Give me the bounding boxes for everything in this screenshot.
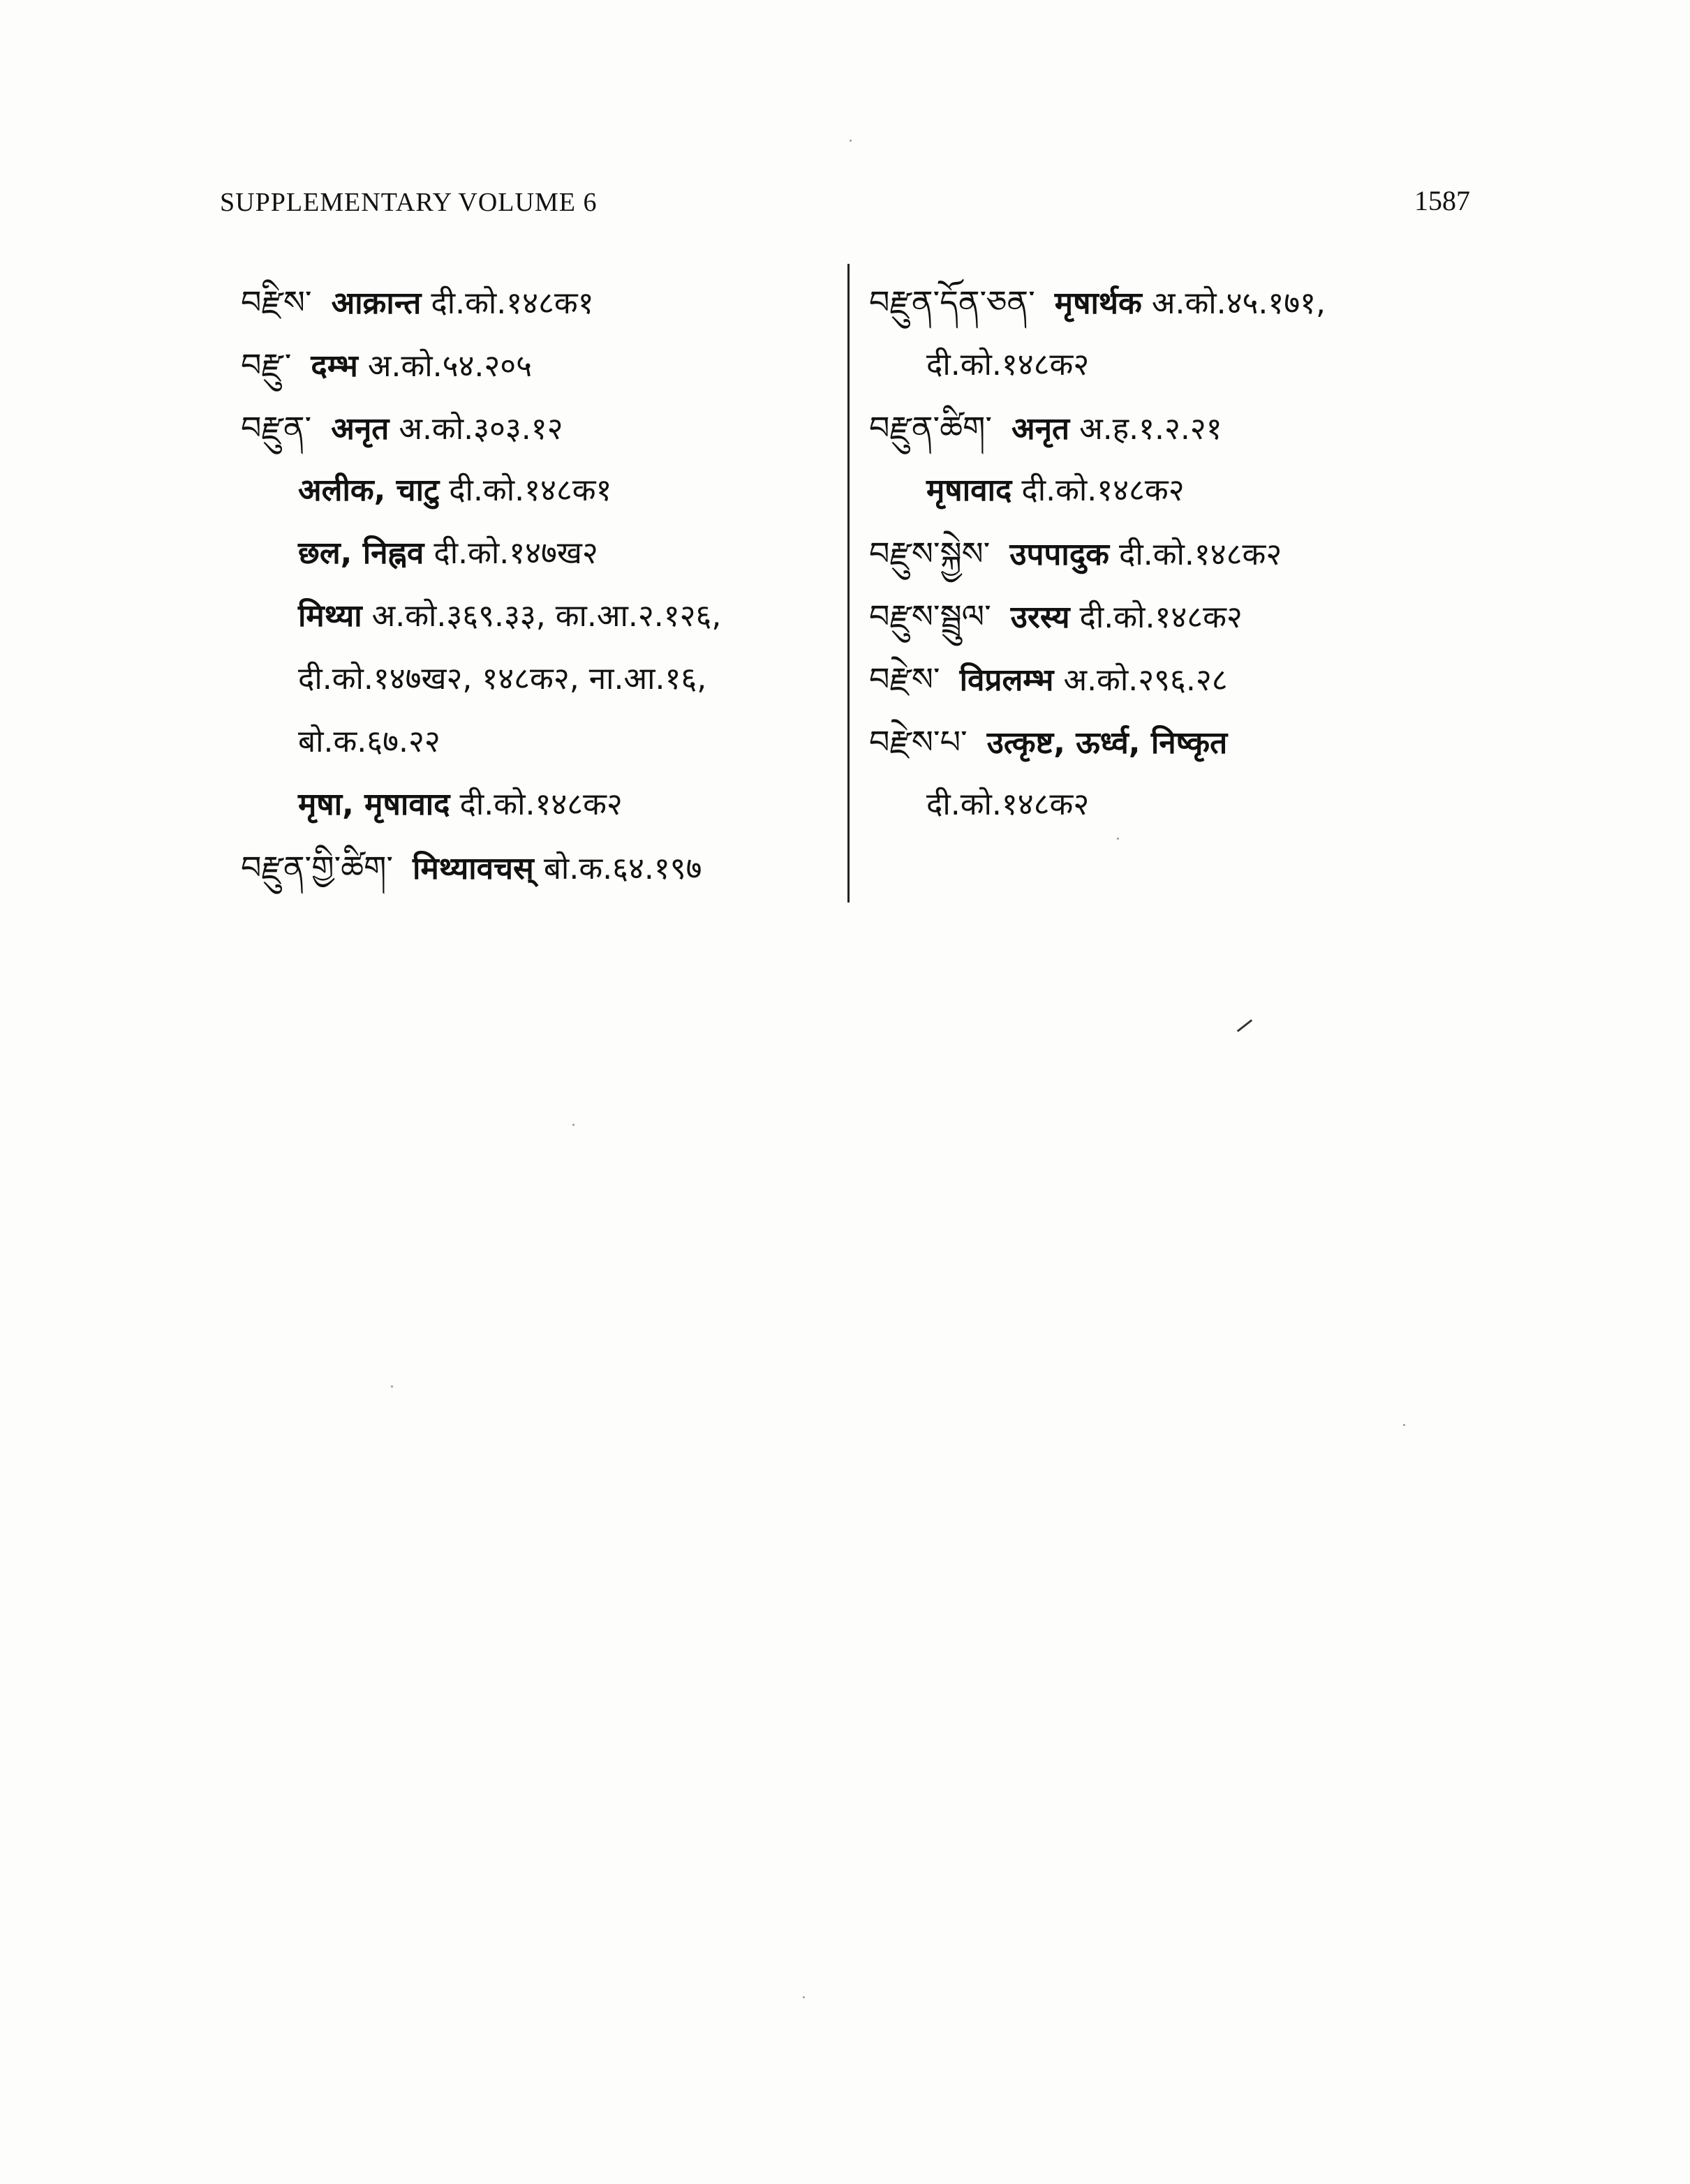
sub-sense <box>869 459 1462 522</box>
scan-speck <box>1117 838 1119 840</box>
tibetan-headword: བརྫུན་ <box>241 409 312 447</box>
reference-continuation <box>241 648 834 711</box>
right-column <box>869 271 1462 836</box>
sanskrit-equivalent: मिथ्यावचस् <box>413 851 534 886</box>
sanskrit-equivalent: उरस्य <box>1010 600 1070 635</box>
source-reference: अ.को.५४.२०५ <box>367 348 533 384</box>
source-reference: दी.को.१४८क२ <box>926 787 1090 822</box>
source-reference: दी.को.१४८क१ <box>449 473 612 508</box>
source-reference: दी.को.१४८क२ <box>926 347 1090 382</box>
dictionary-entry <box>869 396 1462 459</box>
scan-speck <box>391 1386 393 1388</box>
column-divider <box>847 264 850 902</box>
dictionary-entry <box>241 396 834 459</box>
reference-continuation <box>241 711 834 773</box>
sanskrit-equivalent: मृषावाद <box>926 473 1012 508</box>
sanskrit-equivalent: मिथ्या <box>298 598 362 634</box>
dictionary-entry <box>869 522 1462 585</box>
tibetan-headword: བརྫུན་ཚིག་ <box>869 409 992 447</box>
dictionary-entry <box>869 648 1462 711</box>
tibetan-headword: བརྫུས་སྐྱེས་ <box>869 535 991 572</box>
source-reference: दी.को.१४८क२ <box>459 787 623 822</box>
source-reference: बो.क.६४.१९७ <box>543 851 702 886</box>
scan-speck <box>1403 1424 1405 1426</box>
source-reference: अ.को.३०३.१२ <box>399 411 563 447</box>
source-reference: अ.को.४५.१७१, <box>1151 285 1326 321</box>
sanskrit-equivalent: अलीक, चाटु <box>298 473 440 508</box>
scan-speck <box>572 1124 575 1126</box>
tibetan-headword: བརྫིས་ <box>241 283 312 321</box>
left-column <box>241 271 834 899</box>
sanskrit-equivalent: छल, निह्नव <box>298 535 424 571</box>
dictionary-entry <box>241 271 834 334</box>
tibetan-headword: བརྫུན་དོན་ཅན་ <box>869 283 1035 321</box>
sanskrit-equivalent: आक्रान्त <box>331 285 422 321</box>
sanskrit-equivalent: उत्कृष्ट, ऊर्ध्व, निष्कृत <box>986 725 1228 761</box>
tibetan-headword: བརྫུས་སྦྲུལ་ <box>869 597 991 635</box>
dictionary-entry <box>241 334 834 396</box>
source-reference: दी.को.१४७ख२, १४८क२, ना.आ.१६, <box>298 661 707 697</box>
dictionary-entry <box>241 836 834 899</box>
reference-continuation <box>869 334 1462 396</box>
reference-continuation <box>869 773 1462 836</box>
source-reference: दी.को.१४८क१ <box>431 285 594 321</box>
source-reference: अ.को.२९६.२८ <box>1063 662 1228 698</box>
scan-speck <box>850 140 852 142</box>
scan-speck <box>803 1996 805 1998</box>
source-reference: दी.को.१४८क२ <box>1079 600 1243 635</box>
dictionary-entry <box>869 585 1462 648</box>
page-number: 1587 <box>1414 185 1470 216</box>
tibetan-headword: བརྫུ་ <box>241 346 292 384</box>
sanskrit-equivalent: अनृत <box>1011 411 1070 447</box>
sanskrit-equivalent: मृषार्थक <box>1054 285 1142 321</box>
sub-sense <box>241 459 834 522</box>
tibetan-headword: བརྫེས་ <box>869 660 940 698</box>
dictionary-entry <box>869 711 1462 773</box>
sub-sense <box>241 773 834 836</box>
sub-sense <box>241 522 834 585</box>
stray-pen-mark <box>1237 1019 1252 1032</box>
sanskrit-equivalent: उपपादुक <box>1009 537 1109 572</box>
source-reference: अ.को.३६९.३३, का.आ.२.१२६, <box>371 598 722 634</box>
dictionary-entry <box>869 271 1462 334</box>
source-reference: अ.ह.१.२.२१ <box>1079 411 1222 447</box>
tibetan-headword: བརྫེས་པ་ <box>869 723 968 761</box>
sanskrit-equivalent: मृषा, मृषावाद <box>298 787 450 822</box>
sanskrit-equivalent: दम्भ <box>311 348 358 384</box>
source-reference: दी.को.१४८क२ <box>1021 473 1185 508</box>
source-reference: बो.क.६७.२२ <box>298 724 440 759</box>
source-reference: दी.को.१४७ख२ <box>433 535 598 571</box>
sub-sense <box>241 585 834 648</box>
tibetan-headword: བརྫུན་གྱི་ཚིག་ <box>241 849 394 886</box>
sanskrit-equivalent: अनृत <box>331 411 390 447</box>
running-head: SUPPLEMENTARY VOLUME 6 <box>220 188 598 217</box>
sanskrit-equivalent: विप्रलम्भ <box>959 662 1054 698</box>
source-reference: दी.को.१४८क२ <box>1118 537 1282 572</box>
